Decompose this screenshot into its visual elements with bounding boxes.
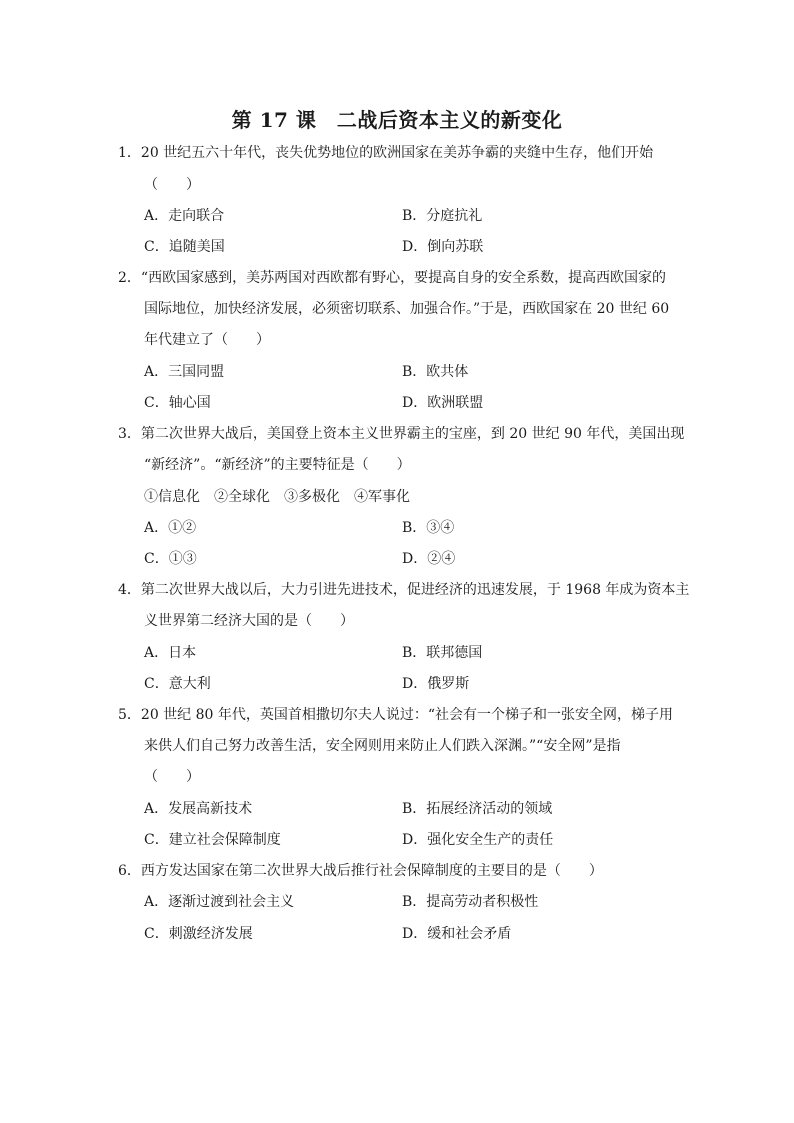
question-2-stem: 2．“西欧国家感到，美苏两国对西欧都有野心，要提高自身的安全系数，提高西欧国家的 [118,270,667,286]
question-5-option-c: C．建立社会保障制度 [144,832,281,848]
question-2-option-c: C．轴心国 [144,395,211,411]
question-1-option-a: A．走向联合 [144,208,225,224]
question-2-stem-cont-1: 国际地位，加快经济发展，必须密切联系、加强合作。”于是，西欧国家在 20 世纪 60 [144,301,670,317]
question-6-option-d: D．缓和社会矛盾 [402,926,512,942]
question-5-option-b: B．拓展经济活动的领域 [402,801,553,817]
question-5-stem-cont-1: 来供人们自己努力改善生活，安全网则用来防止人们跌入深渊。”“安全网”是指 [144,738,621,754]
question-2-option-b: B．欧共体 [402,364,469,380]
question-3-stem-cont: “新经济”。“新经济”的主要特征是（ ） [144,457,411,473]
question-6-option-c: C．刺激经济发展 [144,926,253,942]
question-4-option-a: A．日本 [144,645,197,661]
question-4-option-c: C．意大利 [144,676,211,692]
question-5-option-a: A．发展高新技术 [144,801,253,817]
question-1-stem: 1．20 世纪五六十年代，丧失优势地位的欧洲国家在美苏争霸的夹缝中生存，他们开始 [118,145,654,161]
question-5-stem-cont-2: （ ） [144,769,200,785]
question-5-stem: 5．20 世纪 80 年代，英国首相撒切尔夫人说过：“社会有一个梯子和一张安全网，梯子用 [118,707,674,723]
question-2-option-a: A．三国同盟 [144,364,225,380]
question-5-option-d: D．强化安全生产的责任 [402,832,554,848]
question-4-option-d: D．俄罗斯 [402,676,470,692]
question-2-option-d: D．欧洲联盟 [402,395,484,411]
question-4-stem-cont: 义世界第二经济大国的是（ ） [144,613,354,629]
question-1-option-b: B．分庭抗礼 [402,208,483,224]
question-1-option-c: C．追随美国 [144,239,225,255]
question-4-option-b: B．联邦德国 [402,645,483,661]
question-6-option-a: A．逐渐过渡到社会主义 [144,894,295,910]
question-3-statements: ①信息化 ②全球化 ③多极化 ④军事化 [144,489,410,505]
question-4-stem: 4．第二次世界大战以后，大力引进先进技术，促进经济的迅速发展，于 1968 年成为资本主 [118,582,690,598]
question-3-stem: 3．第二次世界大战后，美国登上资本主义世界霸主的宝座，到 20 世纪 90 年代，美国出现 [118,426,685,442]
question-1-option-d: D．倒向苏联 [402,239,484,255]
question-3-option-b: B．③④ [402,520,455,536]
page-title: 第 17 课 二战后资本主义的新变化 [231,108,563,132]
question-3-option-a: A．①② [144,520,197,536]
question-3-option-d: D．②④ [402,551,456,567]
question-2-stem-cont-2: 年代建立了（ ） [144,332,270,348]
question-3-option-c: C．①③ [144,551,197,567]
question-1-stem-cont: （ ） [144,177,200,193]
question-6-stem: 6．西方发达国家在第二次世界大战后推行社会保障制度的主要目的是（ ） [118,863,603,879]
question-6-option-b: B．提高劳动者积极性 [402,894,539,910]
